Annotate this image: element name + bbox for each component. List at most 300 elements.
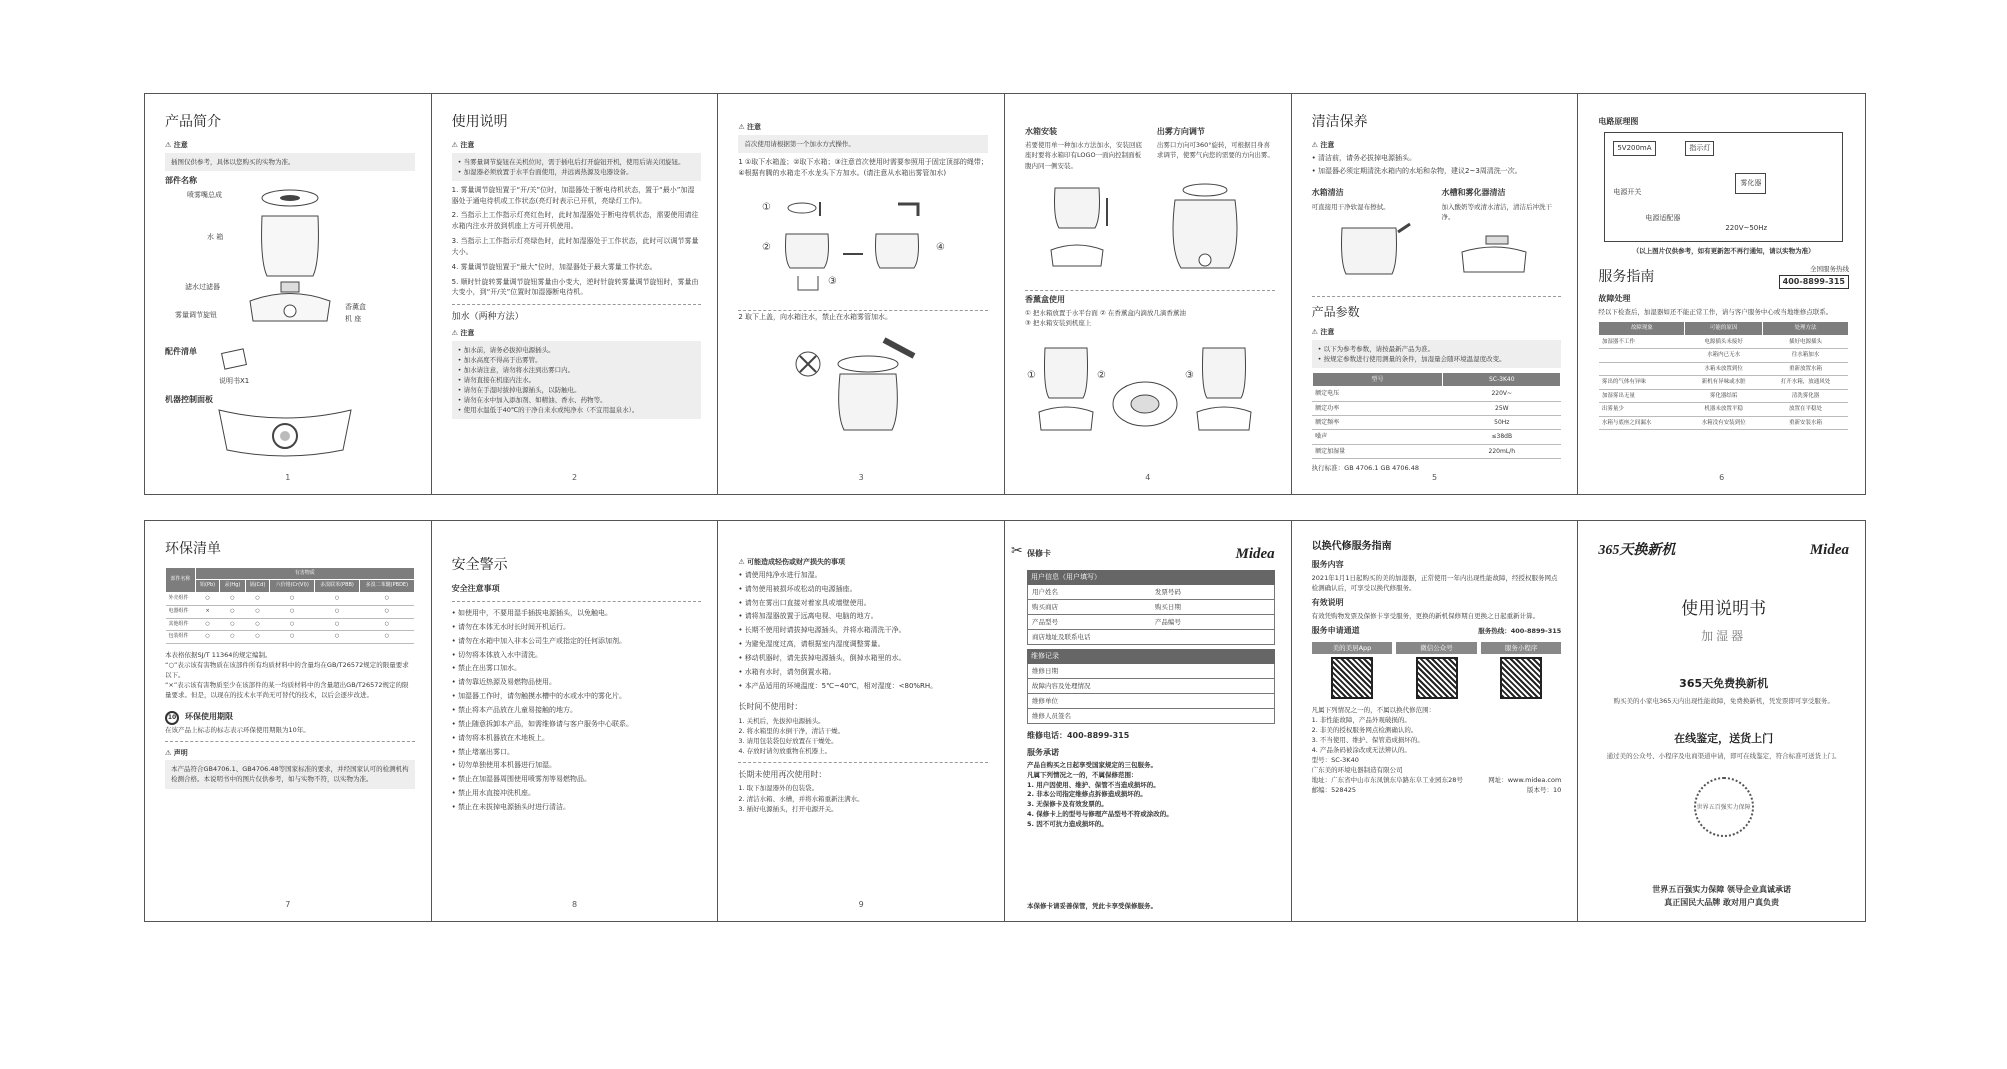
manual-sheet-front (144, 93, 1866, 495)
seal-text: 世界五百强实力保障 (1696, 803, 1751, 811)
promo-logo: 365天换新机 (1598, 542, 1676, 558)
promise-text (1027, 761, 1275, 829)
list-item: • 请勿在水箱中加入非本公司生产或指定的任何添加剂。 (452, 636, 702, 647)
table-row (1312, 401, 1561, 415)
page-usage (432, 94, 719, 494)
note-box: 首次使用请根据第一个加水方式操作。 (738, 135, 988, 153)
promise-title: 服务承诺 (1026, 747, 1059, 757)
tank-clean-title: 水箱清洁 (1311, 188, 1344, 198)
brand-logo: Midea (1809, 542, 1849, 558)
table-row (1599, 349, 1849, 363)
page-product-intro (145, 94, 432, 494)
scissors-icon: ✂ (1010, 543, 1023, 559)
svg-text:④: ④ (936, 242, 946, 253)
svg-text:①: ① (762, 202, 772, 213)
card-field: 购买商店 (1031, 603, 1058, 612)
card-field: 故障内容及处理情况 (1031, 682, 1091, 691)
list-item: 4. 产品条码被涂改或无法辨认的。 (1311, 746, 1411, 755)
promise-line: 1. 用户因使用、维护、保管不当造成损坏的。 (1026, 780, 1160, 789)
cleaning-illustration (1312, 222, 1532, 286)
list-item: • 禁止在加湿器周围使用喷雾剂等易燃物品。 (452, 774, 702, 785)
circuit-label: 电源开关 (1613, 188, 1642, 197)
reuse-list (738, 783, 988, 813)
params-header: 型号 (1312, 373, 1443, 387)
service-title: 服务指南 (1598, 269, 1655, 286)
accessories-title: 配件清单 (165, 347, 197, 356)
cover-paragraph: 通过美的公众号、小程序及电商渠道申请，即可在线鉴定，符合标准可送货上门。 (1606, 752, 1841, 761)
table-row (166, 605, 415, 618)
tank-install-text: 若要使用单一种加水方法加水，安装回底座时要将水箱印有LOGO一面向控制面板腹内同一侧安装。 (1024, 141, 1142, 170)
fault-cell: 水箱没有安装到位 (1685, 416, 1763, 430)
cover-title: 使用说明书 (1681, 599, 1767, 620)
part-label-filter: 滤水过滤器 (185, 283, 220, 291)
card-field: 购买日期 (1154, 603, 1181, 612)
note-label: ⚠ 注意 (1312, 140, 1562, 151)
hazard-cell: ○ (270, 593, 314, 606)
hazard-header: 镉(Cd) (245, 580, 270, 593)
list-item: • 为避免湿度过高，请根据室内湿度调整雾量。 (738, 639, 988, 650)
circuit-title: 电路原理图 (1598, 117, 1639, 126)
promise-line: 2. 非本公司指定维修点拆修造成损坏的。 (1026, 790, 1147, 799)
card-row (1027, 664, 1275, 679)
param-name: 额定功率 (1312, 401, 1443, 415)
content-title: 服务内容 (1311, 559, 1344, 569)
safety-subtitle: 安全注意事项 (451, 583, 500, 593)
fault-header: 可能的原因 (1685, 322, 1763, 336)
fault-cell: 清洗雾化器 (1762, 389, 1848, 403)
hazard-cell: ○ (270, 631, 314, 644)
add-water-title: 加水（两种方法） (451, 312, 524, 323)
hazard-cell: ○ (220, 593, 245, 606)
param-value: 25W (1443, 401, 1561, 415)
fault-cell (1599, 349, 1685, 363)
note-item: • 加湿器必须放置于水平台面使用，并远离热源及电器设备。 (458, 167, 696, 177)
repair-record-header: 维修记录 (1027, 649, 1275, 664)
note-item: • 清洁前，请务必拔掉电源插头。 (1312, 153, 1562, 164)
circuit-label: 220V~50Hz (1725, 224, 1768, 233)
page-title: 环保清单 (165, 541, 221, 557)
service-hotline: 400-8899-315 (1779, 275, 1849, 289)
hazard-cell: ○ (195, 593, 219, 606)
fault-header: 处理方法 (1762, 322, 1848, 336)
divider (452, 601, 702, 602)
fault-note: 经以下检查后，加湿器如还不能正常工作，请与客户服务中心或当地维修点联系。 (1598, 308, 1833, 317)
params-table (1312, 372, 1562, 459)
param-value: 220mL/h (1443, 444, 1561, 458)
divider (738, 310, 988, 311)
hazard-cell: ○ (270, 605, 314, 618)
company-text: 广东美的环境电器制造有限公司 (1311, 766, 1403, 775)
page-service-guide (1578, 94, 1865, 494)
hazard-header: 部件名称 (166, 567, 196, 593)
list-item: 2. 将水箱里的水倒干净，清洁干燥。 (738, 726, 845, 735)
list-item: • 请勿在本体无水时长时间开机运行。 (452, 622, 702, 633)
valid-title: 有效说明 (1311, 598, 1344, 608)
cleaning-notes (1312, 153, 1562, 178)
card-field (1151, 630, 1274, 644)
channel-item[interactable] (1312, 642, 1393, 699)
svg-text:②: ② (1096, 370, 1106, 381)
fault-cell: 水箱内已无水 (1685, 349, 1763, 363)
channel-label: 服务小程序 (1481, 642, 1562, 654)
statement-box: 本产品符合GB4706.1、GB4706.48等国家标准的要求，并经国家认可的检测机构检测合格。本说明书中的图片仅供参考，如与实物不符，以实物为准。 (165, 760, 415, 788)
list-item: • 请勿将本机器放在木地板上。 (452, 733, 702, 744)
slogan-line: 世界五百强实力保障 领导企业真诚承诺 (1652, 885, 1792, 895)
page-cover (1578, 521, 1865, 921)
control-panel-illustration (215, 406, 355, 462)
list-item: 2. 清洁水箱、水槽，并将水箱重新注满水。 (738, 794, 864, 803)
svg-text:③: ③ (1184, 370, 1194, 381)
fault-cell: 新机有异味或水脏 (1685, 376, 1763, 390)
circle-note: “○”表示该有害物质在该部件所有均质材料中的含量均在GB/T26572规定的限量要求以下。 (165, 661, 409, 680)
note-item: • 请勿直接在机座内注水。 (458, 375, 696, 385)
fault-header: 故障现象 (1599, 322, 1685, 336)
params-title: 产品参数 (1311, 304, 1360, 319)
divider (452, 304, 702, 305)
fault-cell: 雾化器结垢 (1685, 389, 1763, 403)
list-item: 1. 非性能故障，产品外观破损的。 (1311, 715, 1411, 724)
note-item: • 按规定参数进行使用测量的条件，加湿量会随环境温湿度改变。 (1318, 354, 1556, 364)
page-eco-list (145, 521, 432, 921)
standard-text: 执行标准：GB 4706.1 GB 4706.48 (1311, 463, 1419, 472)
list-item: • 禁止用水直接冲洗机座。 (452, 788, 702, 799)
page-title: 安全警示 (451, 557, 508, 573)
card-row (1027, 709, 1275, 724)
cover-heading: 365天免费换新机 (1679, 677, 1769, 691)
add-water-method-2-illustration (788, 334, 928, 444)
param-name: 额定加湿量 (1312, 444, 1443, 458)
page-number: 3 (858, 472, 864, 482)
hazard-cell: × (195, 605, 219, 618)
note-label: ⚠ 注意 (452, 328, 702, 339)
hazard-cell: ○ (314, 605, 359, 618)
humidifier-illustration (235, 186, 345, 326)
note-item: • 当雾量调节旋钮在关机位时，需于插电后打开旋钮开机，使用后请关闭旋钮。 (458, 157, 696, 167)
note-label: ⚠ 注意 (452, 140, 702, 151)
parts-title: 部件名称 (165, 175, 197, 185)
hazard-cell: ○ (314, 631, 359, 644)
promise-line: 3. 无保修卡及有效发票的。 (1026, 800, 1108, 809)
table-row (1599, 335, 1849, 349)
fault-cell (1599, 362, 1685, 376)
fault-cell: 打开水箱，放通风处 (1762, 376, 1848, 390)
part-label-tank: 水 箱 (207, 233, 224, 241)
card-row (1027, 694, 1275, 709)
hazard-group-header: 有害物质 (195, 567, 414, 580)
card-field: 用户姓名 (1031, 588, 1058, 597)
list-item: • 本产品适用的环境温度：5℃~40℃，相对湿度：<80%RH。 (738, 681, 988, 692)
reuse-title: 长期未使用再次使用时： (738, 770, 827, 780)
repair-hotline: 维修电话：400-8899-315 (1026, 731, 1130, 741)
page-add-water (718, 94, 1005, 494)
usage-step: 4. 雾量调节旋钮置于“最大”位时，加湿器处于最大雾量工作状态。 (451, 262, 657, 271)
page-number: 1 (285, 472, 291, 482)
svg-text:②: ② (762, 242, 772, 253)
page-title: 产品简介 (165, 114, 221, 130)
card-row (1027, 630, 1275, 645)
list-item: • 禁止在未拔掉电源插头时进行清洁。 (452, 802, 702, 813)
eco-period-title: 环保使用期限 (185, 712, 233, 722)
fault-cell: 加湿器不工作 (1599, 335, 1685, 349)
list-item: • 请将加湿器放置于远离电视、电脑的地方。 (738, 611, 988, 622)
table-row (1599, 403, 1849, 417)
page-title: 使用说明 (451, 114, 508, 130)
channel-item[interactable] (1481, 642, 1562, 699)
hazard-cell: 外壳组件 (166, 593, 196, 606)
valid-text: 有效凭购物发票及保修卡享受服务，更换的新机保修期自更换之日起重新计算。 (1311, 612, 1540, 621)
cover-heading: 在线鉴定，送货上门 (1674, 732, 1774, 746)
hazard-cell: ○ (220, 605, 245, 618)
list-item: • 加湿器工作时，请勿触摸水槽中的水或水中的雾化片。 (452, 691, 702, 702)
note-box (452, 153, 702, 181)
page-title: 以换代修服务指南 (1311, 541, 1392, 552)
hazard-cell: ○ (245, 593, 270, 606)
hazard-cell: ○ (245, 605, 270, 618)
page-caution (718, 521, 1005, 921)
qr-code (1500, 657, 1542, 699)
usage-step: 1. 雾量调节旋钮置于“开/关”位时，加湿器处于断电待机状态，置于“最小”加湿器处于通电待机或工作状态(亮灯时表示已开机，亮绿灯工作)。 (451, 185, 695, 205)
step-2-text: 2 取下上盖，向水箱注水，禁止在水箱雾管加水。 (738, 313, 893, 321)
table-row (1312, 430, 1561, 444)
control-panel-title: 机器控制面板 (165, 395, 213, 404)
fault-cell: 机器未放置平稳 (1685, 403, 1763, 417)
svg-text:③: ③ (828, 276, 838, 287)
eco-period-icon: 10 (165, 711, 179, 725)
divider (738, 762, 988, 763)
certification-seal (1694, 777, 1754, 837)
list-item: • 移动机器时，请先拔掉电源插头，倒掉水箱里的水。 (738, 653, 988, 664)
page-number: 5 (1431, 472, 1438, 482)
note-item: • 请勿在水中加入添加剂、如精油、香水、药物等。 (458, 395, 696, 405)
fault-table (1598, 321, 1849, 430)
list-item: • 请勿在雾出口直接对着家具或墙壁使用。 (738, 598, 988, 609)
circuit-label: 电源适配器 (1645, 214, 1681, 223)
cross-note: “×”表示该有害物质至少在该部件的某一均质材料中的含量超出GB/T26572规定的限量要求。但是，以现在的技术水平尚无可替代的技术，以后会逐步改进。 (165, 681, 409, 700)
hazard-cell: 包装组件 (166, 631, 196, 644)
table-row (1312, 444, 1561, 458)
note-label: ⚠ 注意 (1312, 327, 1562, 338)
part-label-aroma: 香薰盒 (345, 303, 366, 311)
fault-cell: 雾出的气体有异味 (1599, 376, 1685, 390)
fault-cell: 重新安装水箱 (1762, 416, 1848, 430)
circuit-label: 指示灯 (1685, 141, 1714, 156)
page-number: 8 (571, 899, 578, 909)
list-item: • 如使用中，不要用湿手插拔电源插头，以免触电。 (452, 608, 702, 619)
fault-cell: 水箱与底座之间漏水 (1599, 416, 1685, 430)
hazard-cell: ○ (360, 631, 415, 644)
hazard-cell: ○ (314, 618, 359, 631)
user-info-header: 用户信息（用户填写） (1027, 570, 1275, 585)
long-storage-list (738, 716, 988, 756)
note-item: • 使用水温低于40℃的干净自来水或纯净水（不宜用温泉水）。 (458, 405, 696, 415)
warranty-title: 保修卡 (1026, 549, 1051, 559)
card-field: 商店地址及联系电话 (1031, 633, 1091, 642)
list-item: 3. 请用包装袋包好放置在干燥处。 (738, 736, 838, 745)
card-row (1027, 585, 1275, 600)
eco-period-text: 在该产品上标志的标志表示环保使用期限为10年。 (165, 725, 310, 734)
circuit-label: 5V200mA (1613, 141, 1655, 156)
hazard-cell: ○ (360, 618, 415, 631)
base-clean-title: 水槽和雾化器清洁 (1441, 188, 1506, 198)
hazard-cell: ○ (245, 618, 270, 631)
page-title: 清洁保养 (1311, 114, 1368, 130)
page-number: 7 (285, 899, 291, 909)
hazard-cell: 电器组件 (166, 605, 196, 618)
safety-list (452, 608, 702, 813)
aroma-step-text: ① 把水箱放置于水平台面 ② 在香薰盒内滴放几滴香薰油 (1024, 309, 1186, 318)
param-name: 额定电压 (1312, 387, 1443, 401)
circuit-note: （以上图片仅供参考，如有更新恕不再行通知，请以实物为准） (1632, 247, 1815, 256)
page-cleaning (1292, 94, 1579, 494)
hazard-cell: ○ (360, 605, 415, 618)
accessory-label: 说明书X1 (219, 377, 250, 385)
caution-list (738, 570, 988, 692)
part-label-top: 喷雾嘴总成 (187, 191, 222, 199)
list-item: • 请勿靠近热源及易燃物品使用。 (452, 677, 702, 688)
usage-step: 2. 当指示上工作指示灯亮红色时，此时加湿器处于断电待机状态，需要使用请往水箱内注水并放到机座上方可开机使用。 (451, 211, 699, 231)
svg-text:①: ① (1026, 370, 1036, 381)
divider (1312, 296, 1562, 297)
hazard-header: 多溴二苯醚(PBDE) (360, 580, 415, 593)
hazard-cell: ○ (220, 618, 245, 631)
hazard-cell: ○ (195, 631, 219, 644)
slogan-line: 真正国民大品牌 敢对用户真负责 (1664, 897, 1780, 907)
usage-step: 3. 当指示上工作指示灯亮绿色时，此时加湿器处于工作状态，此时可以调节雾量大小。 (451, 237, 699, 256)
hazard-header: 六价铬(Cr(VI)) (270, 580, 314, 593)
list-item: • 禁止堵塞出雾口。 (452, 747, 702, 758)
aroma-box-illustration (1025, 338, 1255, 448)
list-item: 3. 不当使用、维护、保管造成损坏的。 (1311, 736, 1424, 745)
hazard-header: 多溴联苯(PBB) (314, 580, 359, 593)
usage-step: 5. 顺时针旋转雾量调节旋钮雾量由小变大，逆时针旋转雾量调节旋钮时，雾量由大变小，到“开/关”位置时加湿器断电待机。 (451, 277, 699, 297)
channel-label: 美的美居App (1312, 642, 1393, 654)
hazard-standard: 本表格依据SJ/T 11364的规定编制。 (165, 651, 272, 660)
qr-code (1331, 657, 1373, 699)
usage-steps (452, 185, 702, 299)
address-text: 地址：广东省中山市东凤镇东阜路东阜工业园东28号 (1311, 776, 1463, 785)
card-field: 维修人员签名 (1031, 712, 1071, 721)
postcode-text: 邮编：528425 (1311, 786, 1356, 795)
note-box: 插图仅供参考，具体以您购买的实物为准。 (165, 153, 415, 171)
note-item: • 加湿器必须定期清洗水箱内的水垢和杂物，建议2~3周清洗一次。 (1312, 166, 1562, 177)
qr-code (1416, 657, 1458, 699)
fault-cell: 重新放置水箱 (1762, 362, 1848, 376)
params-notes (1312, 340, 1562, 368)
table-row (166, 618, 415, 631)
brand-logo: Midea (1235, 546, 1275, 562)
channel-title: 服务申请通道 (1311, 626, 1360, 636)
caution-title: ⚠ 可能造成轻伤或财产损失的事项 (738, 557, 988, 568)
hotline-label: 全国服务热线 (1809, 265, 1849, 274)
manual-booklet-icon (219, 348, 249, 372)
list-item: 3. 插好电源插头，打开电源开关。 (738, 804, 838, 813)
add-water-notes (452, 341, 702, 419)
fault-cell: 往水箱加水 (1762, 349, 1848, 363)
list-item: • 请勿使用被损坏或松动的电源插座。 (738, 584, 988, 595)
cover-product: 加湿器 (1701, 628, 1747, 643)
table-row (1312, 416, 1561, 430)
fault-cell: 电源插头未接好 (1685, 335, 1763, 349)
list-item: 2. 非美的授权服务网点检测确认的。 (1311, 726, 1418, 735)
divider (165, 741, 415, 742)
tank-clean-text: 可直接用干净软湿布擦拭。 (1311, 202, 1390, 211)
param-value: 220V~ (1443, 387, 1561, 401)
hazard-header: 汞(Hg) (220, 580, 245, 593)
tank-install-title: 水箱安装 (1024, 127, 1057, 136)
rules-list (1312, 715, 1562, 755)
website-text[interactable]: 网址：www.midea.com (1488, 776, 1562, 785)
page-number: 2 (571, 472, 578, 482)
page-number: 9 (858, 899, 864, 909)
hazard-header: 铅(Pb) (195, 580, 219, 593)
params-header: SC-3K40 (1443, 373, 1561, 387)
note-item: • 以下为参考参数，请按最新产品为准。 (1318, 344, 1556, 354)
promise-line: 4. 保修卡上的型号与修理产品型号不符或涂改的。 (1026, 809, 1173, 818)
tank-install-illustration (1045, 178, 1255, 278)
table-row (1599, 376, 1849, 390)
part-label-base: 机 座 (345, 315, 362, 323)
card-row (1027, 615, 1275, 630)
table-row (1599, 416, 1849, 430)
list-item: • 切勿将本体放入水中清洗。 (452, 650, 702, 661)
card-row (1027, 600, 1275, 615)
note-label: ⚠ 注意 (738, 122, 988, 133)
page-number: 4 (1145, 472, 1151, 482)
promise-line: 产品自购买之日起享受国家规定的三包服务。 (1026, 761, 1157, 770)
card-field: 产品编号 (1154, 618, 1181, 627)
page-install (1005, 94, 1292, 494)
cover-paragraph: 购买美的小家电365天内出现性能故障，免费换新机，凭发票即可享受服务。 (1613, 697, 1834, 706)
card-field: 维修单位 (1031, 697, 1058, 706)
content-text: 2021年1月1日起购买的美的加湿器，正常使用一年内出现性能故障，经授权服务网点检测确认后，可享受以换代修服务。 (1311, 573, 1558, 592)
list-item: • 请使用纯净水进行加湿。 (738, 570, 988, 581)
promise-line: 5. 因不可抗力造成损坏的。 (1026, 819, 1108, 828)
page-safety (432, 521, 719, 921)
hazard-cell: ○ (245, 631, 270, 644)
version-text: 版本号：10 (1527, 786, 1562, 795)
table-row (1599, 362, 1849, 376)
hazard-cell: ○ (314, 593, 359, 606)
channel-item[interactable] (1396, 642, 1477, 699)
fault-cell: 加湿雾出无量 (1599, 389, 1685, 403)
param-name: 额定频率 (1312, 416, 1443, 430)
rules-title: 凡属下列情况之一的，不属以换代修范围： (1311, 705, 1436, 714)
channel-row (1312, 642, 1562, 699)
aroma-box-title: 香薰盒使用 (1024, 295, 1065, 304)
card-row (1027, 679, 1275, 694)
hazard-cell: ○ (360, 593, 415, 606)
table-row (166, 631, 415, 644)
note-item: • 加水前，请务必拔掉电源插头。 (458, 345, 696, 355)
page-number: 6 (1719, 472, 1725, 482)
note-item: • 加水请注意，请勿将水注到出雾口内。 (458, 365, 696, 375)
page-exchange-service (1292, 521, 1579, 921)
add-water-method-1-illustration (758, 194, 958, 294)
step-1-text: 1 ①取下水箱盖；②取下水箱；③注意首次使用时需要参照用于固定顶部的绳带；④根据有腾的水箱走不水龙头下方加水。(请注意从水箱出雾管加水) (738, 157, 988, 177)
param-name: 噪声 (1312, 430, 1443, 444)
list-item: 1. 取下加湿器外的包装袋。 (738, 784, 819, 793)
circuit-diagram (1604, 132, 1843, 242)
channel-label: 微信公众号 (1396, 642, 1477, 654)
hazard-cell: ○ (270, 618, 314, 631)
card-field: 产品型号 (1031, 618, 1058, 627)
list-item: 4. 存放时请勿放重物在机器上。 (738, 747, 832, 756)
table-row (1312, 387, 1561, 401)
card-field: 发票号码 (1154, 588, 1181, 597)
list-item: • 长期不使用时请拔掉电源插头，并将水箱清洗干净。 (738, 625, 988, 636)
fault-cell: 出雾量少 (1599, 403, 1685, 417)
table-row (1599, 389, 1849, 403)
